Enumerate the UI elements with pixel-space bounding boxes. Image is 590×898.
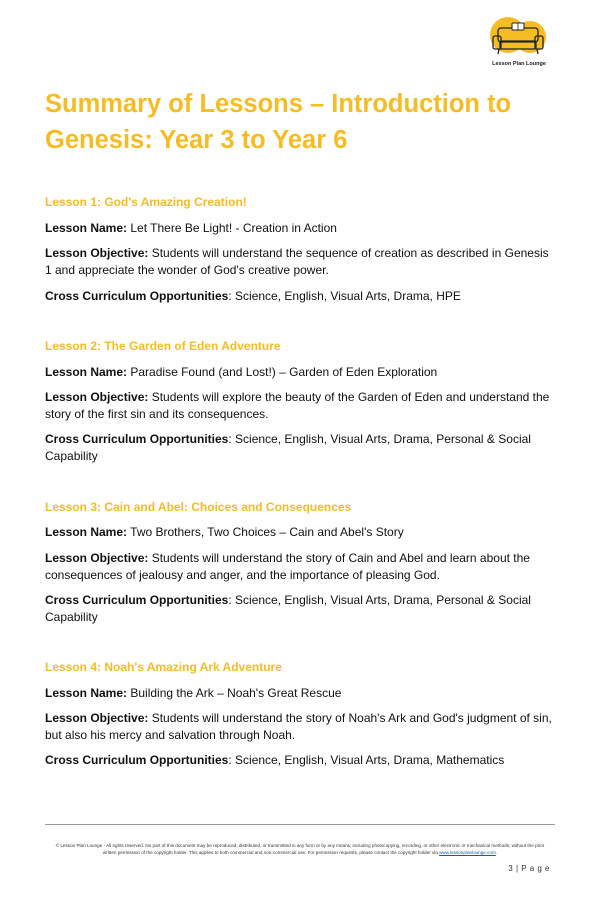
cross-curriculum-label: Cross Curriculum Opportunities [45,289,229,303]
lesson-2-objective-value: Students will explore the beauty of the Garden of Eden and understand the story of the first sin and its consequences. [45,390,550,421]
lesson-objective-label: Lesson Objective: [45,246,149,260]
lesson-3-name-value: Two Brothers, Two Choices – Cain and Abel's Story [130,525,404,539]
lesson-4-heading: Lesson 4: Noah's Amazing Ark Adventure [45,660,282,674]
lesson-4-name-value: Building the Ark – Noah's Great Rescue [130,686,342,700]
lesson-name-label: Lesson Name: [45,525,128,539]
page-title: Summary of Lessons – Introduction to Genesis: Year 3 to Year 6 [45,90,512,154]
footer-website-link[interactable]: www.lessonplanlounge.com [439,850,496,855]
lesson-1-name-value: Let There Be Light! - Creation in Action [130,221,337,235]
footer-link-suffix: . [495,850,498,855]
lesson-1-heading: Lesson 1: God's Amazing Creation! [45,195,247,209]
lesson-objective-label: Lesson Objective: [45,551,149,565]
lesson-3-name [45,524,555,541]
lesson-2-cross-curriculum-value: : Science, English, Visual Arts, Drama, Personal & Social Capability [45,432,531,463]
page-label: P a g e [521,864,550,873]
page-number-separator: | [513,864,522,873]
cross-curriculum-label: Cross Curriculum Opportunities [45,432,229,446]
lesson-name-label: Lesson Name: [45,686,128,700]
copyright-text: © Lesson Plan Lounge - All rights reserved. No part of this document may be reproduced, distributed, or transmitted in any form or by any means, including photocopying, recording, or other electronic or mechanical methods, without the prior written permission of the copyright holder. This applies to both commercial and non-commercial use. For permission requests, please contact the copyright holder via [55,843,545,855]
lesson-name-label: Lesson Name: [45,365,128,379]
lesson-4-objective-value: Students will understand the story of Noah's Ark and God's judgment of sin, but also his mercy and salvation through Noah. [45,711,552,742]
sofa-icon [484,14,554,60]
lesson-3-heading: Lesson 3: Cain and Abel: Choices and Consequences [45,500,352,514]
lesson-3-cross-curriculum [45,592,555,626]
lesson-3-cross-curriculum-value: : Science, English, Visual Arts, Drama, Personal & Social Capability [45,593,531,624]
lesson-1-objective [45,245,555,279]
lesson-1-objective-value: Students will understand the sequence of creation as described in Genesis 1 and appreciate the wonder of God's creative power. [45,246,549,277]
lesson-2-objective [45,389,555,423]
lesson-2-name-value: Paradise Found (and Lost!) – Garden of Eden Exploration [130,365,438,379]
lesson-3-objective [45,550,555,584]
lesson-1-name [45,220,555,237]
cross-curriculum-label: Cross Curriculum Opportunities [45,593,229,607]
page-number [470,864,550,873]
lesson-4-objective [45,710,555,744]
lesson-1-cross-curriculum [45,288,555,305]
lesson-4-cross-curriculum-value: : Science, English, Visual Arts, Drama, Mathematics [228,753,505,767]
lesson-plan-lounge-logo [484,14,554,72]
lesson-2-heading: Lesson 2: The Garden of Eden Adventure [45,339,281,353]
lesson-2-name [45,364,555,381]
page-number-value: 3 [508,864,514,873]
lesson-4-name [45,685,555,702]
lesson-3-objective-value: Students will understand the story of Cain and Abel and learn about the consequences of jealousy and anger, and the importance of pleasing God. [45,551,530,582]
lesson-2-cross-curriculum [45,431,555,465]
lesson-4-cross-curriculum [45,752,555,769]
footer-copyright [50,842,550,856]
lesson-objective-label: Lesson Objective: [45,390,149,404]
logo-caption: Lesson Plan Lounge [492,61,546,67]
cross-curriculum-label: Cross Curriculum Opportunities [45,753,229,767]
lesson-name-label: Lesson Name: [45,221,128,235]
footer-divider [45,824,555,825]
lesson-1-cross-curriculum-value: : Science, English, Visual Arts, Drama, HPE [228,289,461,303]
lesson-objective-label: Lesson Objective: [45,711,149,725]
